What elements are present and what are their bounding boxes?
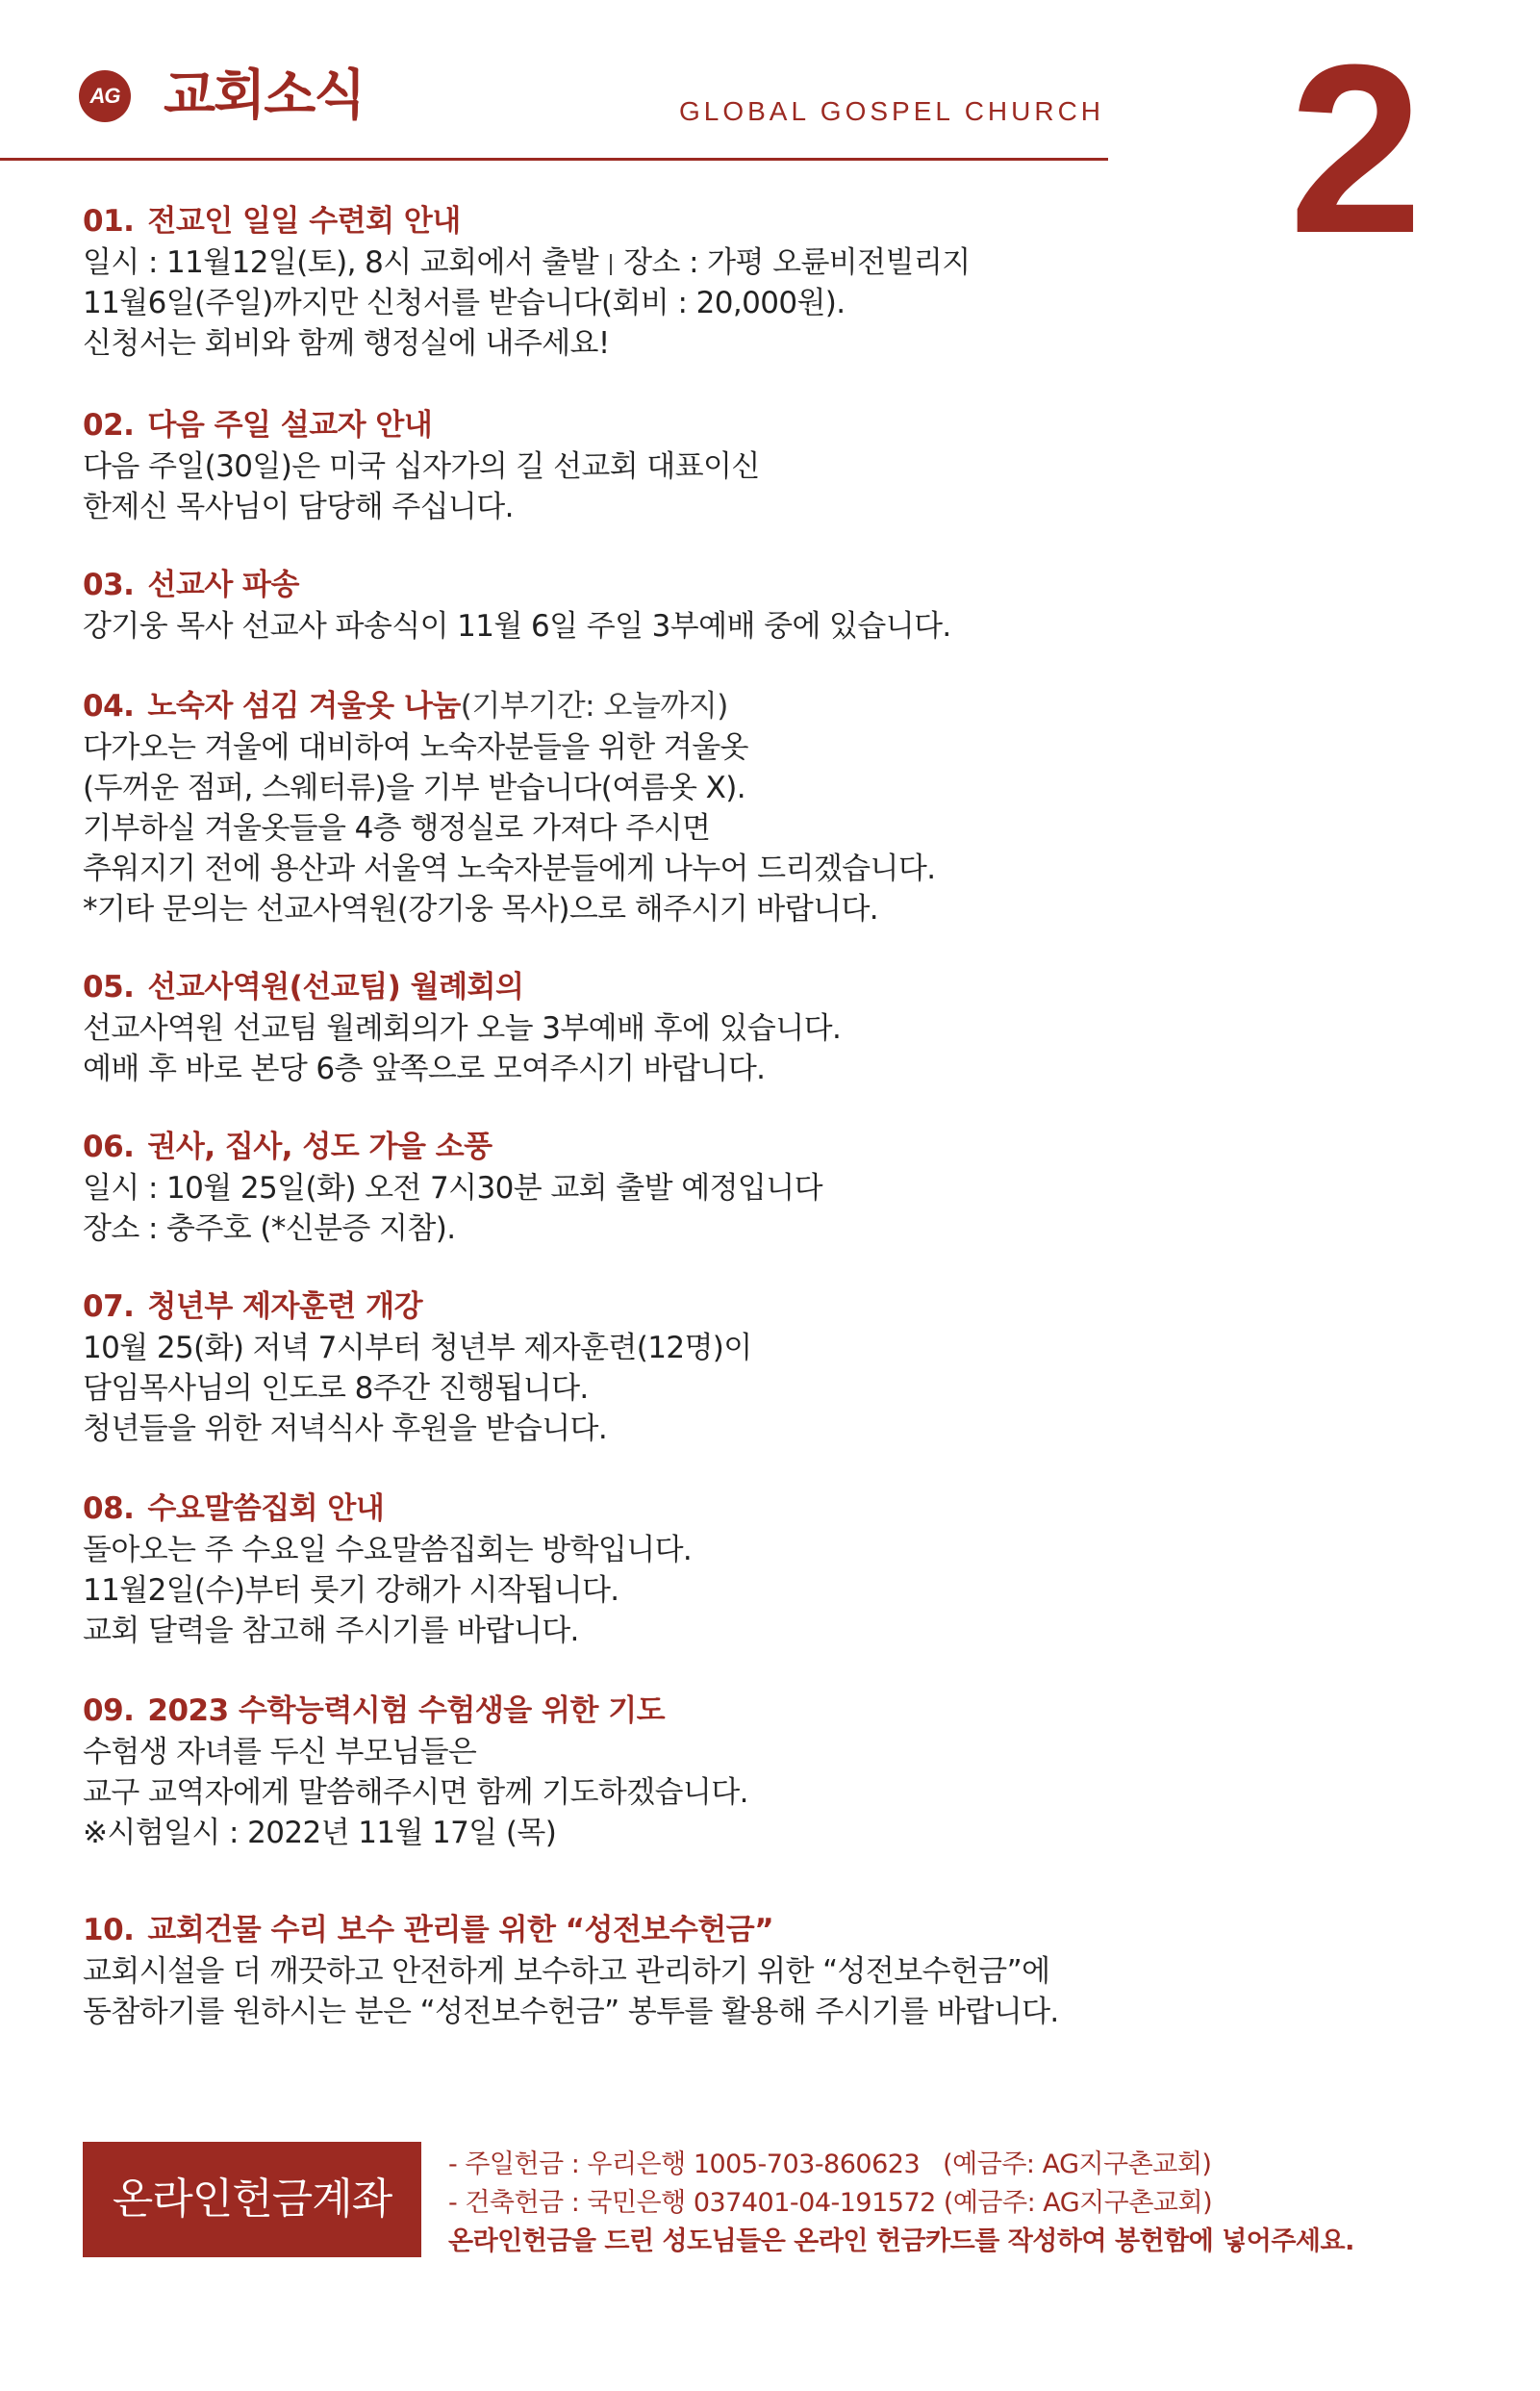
- schedule-text: 일시 : 11월12일(토), 8시 교회에서 출발: [83, 245, 599, 280]
- news-item-02: [83, 404, 1468, 527]
- item-number: 07.: [83, 1289, 135, 1324]
- item-number: 03.: [83, 568, 135, 602]
- item-text-line: 장소 : 충주호 (*신분증 지참).: [83, 1211, 456, 1246]
- news-item-title: [83, 1909, 1468, 1951]
- item-text-line: [83, 242, 1468, 283]
- news-item-05: [83, 966, 1468, 1089]
- item-text-line: *기타 문의는 선교사역원(강기웅 목사)으로 해주시기 바랍니다.: [83, 892, 879, 927]
- item-heading: 2023 수학능력시험 수험생을 위한 기도: [147, 1693, 666, 1728]
- item-text-line: 기부하실 겨울옷들을 4층 행정실로 가져다 주시면: [83, 811, 711, 846]
- offering-accounts: [448, 2146, 1354, 2261]
- item-number: 04.: [83, 689, 135, 724]
- account-holder: (예금주: AG지구촌교회): [943, 2149, 1212, 2179]
- item-text-line: 수험생 자녀를 두신 부모님들은: [83, 1735, 477, 1769]
- news-item-title: [83, 1285, 1468, 1328]
- item-text-line: 강기웅 목사 선교사 파송식이 11월 6일 주일 3부예배 중에 있습니다.: [83, 609, 951, 644]
- news-item-title: [83, 404, 1468, 446]
- sunday-offering-account: [448, 2146, 1354, 2184]
- donation-period: (기부기간: 오늘까지): [460, 689, 728, 724]
- item-heading: 청년부 제자훈련 개강: [147, 1289, 423, 1324]
- building-offering-account: [448, 2184, 1354, 2223]
- news-item-07: [83, 1285, 1468, 1449]
- item-text-line: 선교사역원 선교팀 월례회의가 오늘 3부예배 후에 있습니다.: [83, 1011, 842, 1046]
- page-title: 교회소식: [164, 64, 365, 127]
- item-number: 02.: [83, 408, 135, 443]
- church-logo: AG: [79, 70, 131, 122]
- item-heading: 교회건물 수리 보수 관리를 위한 “성전보수헌금”: [147, 1913, 774, 1947]
- item-text-line: 다음 주일(30일)은 미국 십자가의 길 선교회 대표이신: [83, 449, 760, 484]
- item-heading: 전교인 일일 수련회 안내: [147, 204, 461, 239]
- account-text: - 주일헌금 : 우리은행 1005-703-860623: [448, 2149, 921, 2179]
- news-item-title: [83, 564, 1468, 606]
- item-number: 06.: [83, 1130, 135, 1164]
- news-item-06: [83, 1126, 1468, 1249]
- item-text-line: 10월 25(화) 저녁 7시부터 청년부 제자훈련(12명)이: [83, 1331, 752, 1365]
- item-heading: 선교사역원(선교팀) 월례회의: [147, 970, 524, 1005]
- online-offering-label: 온라인헌금계좌: [83, 2142, 421, 2257]
- header-divider: [0, 158, 1108, 161]
- item-number: 08.: [83, 1491, 135, 1526]
- item-heading: 선교사 파송: [147, 568, 299, 602]
- item-number: 05.: [83, 970, 135, 1005]
- news-item-04: [83, 685, 1468, 929]
- item-text-line: 일시 : 10월 25일(화) 오전 7시30분 교회 출발 예정입니다: [83, 1171, 822, 1206]
- news-item-03: [83, 564, 1468, 647]
- item-number: 10.: [83, 1913, 135, 1947]
- news-item-08: [83, 1488, 1468, 1651]
- item-text-line: 다가오는 겨울에 대비하여 노숙자분들을 위한 겨울옷: [83, 730, 748, 765]
- news-item-title: [83, 1488, 1468, 1530]
- item-heading: 수요말씀집회 안내: [147, 1491, 385, 1526]
- item-heading: 노숙자 섬김 겨울옷 나눔: [147, 689, 461, 724]
- item-text-line: 11월6일(주일)까지만 신청서를 받습니다(회비 : 20,000원).: [83, 286, 846, 320]
- church-name: GLOBAL GOSPEL CHURCH: [679, 96, 1105, 126]
- news-item-10: [83, 1909, 1468, 2032]
- page-number: 2: [1289, 14, 1424, 283]
- offering-notice: 온라인헌금을 드린 성도님들은 온라인 헌금카드를 작성하여 봉헌함에 넣어주세요.: [448, 2226, 1354, 2256]
- item-text-line: 돌아오는 주 수요일 수요말씀집회는 방학입니다.: [83, 1533, 693, 1567]
- news-item-title: [83, 1126, 1468, 1168]
- location-text: 장소 : 가평 오륜비전빌리지: [623, 245, 971, 280]
- item-text-line: 동참하기를 원하시는 분은 “성전보수헌금” 봉투를 활용해 주시기를 바랍니다.: [83, 1995, 1059, 2029]
- item-text-line: 청년들을 위한 저녁식사 후원을 받습니다.: [83, 1412, 608, 1446]
- item-number: 09.: [83, 1693, 135, 1728]
- news-item-01: [83, 200, 1468, 364]
- item-text-line: 담임목사님의 인도로 8주간 진행됩니다.: [83, 1371, 589, 1406]
- item-text-line: 교구 교역자에게 말씀해주시면 함께 기도하겠습니다.: [83, 1775, 748, 1810]
- news-item-title: [83, 1690, 1468, 1732]
- item-text-line: 신청서는 회비와 함께 행정실에 내주세요!: [83, 326, 610, 361]
- item-text-line: 예배 후 바로 본당 6층 앞쪽으로 모여주시기 바랍니다.: [83, 1052, 766, 1086]
- item-text-line: 추워지기 전에 용산과 서울역 노숙자분들에게 나누어 드리겠습니다.: [83, 852, 936, 886]
- item-text-line: 교회 달력을 참고해 주시기를 바랍니다.: [83, 1614, 579, 1648]
- account-text: - 건축헌금 : 국민은행 037401-04-191572: [448, 2188, 936, 2218]
- account-holder: (예금주: AG지구촌교회): [943, 2188, 1213, 2218]
- item-text-line: ※시험일시 : 2022년 11월 17일 (목): [83, 1816, 557, 1850]
- item-number: 01.: [83, 204, 135, 239]
- item-text-line: 11월2일(수)부터 룻기 강해가 시작됩니다.: [83, 1573, 619, 1608]
- item-text-line: (두꺼운 점퍼, 스웨터류)을 기부 받습니다(여름옷 X).: [83, 771, 745, 805]
- item-text-line: 한제신 목사님이 담당해 주십니다.: [83, 490, 514, 524]
- news-item-title: [83, 966, 1468, 1008]
- item-heading: 다음 주일 설교자 안내: [147, 408, 433, 443]
- separator-bar: [610, 254, 612, 275]
- news-item-title: [83, 685, 1468, 727]
- news-item-title: [83, 200, 1468, 242]
- item-text-line: 교회시설을 더 깨끗하고 안전하게 보수하고 관리하기 위한 “성전보수헌금”에: [83, 1954, 1050, 1989]
- news-item-09: [83, 1690, 1468, 1853]
- item-heading: 권사, 집사, 성도 가을 소풍: [147, 1130, 492, 1164]
